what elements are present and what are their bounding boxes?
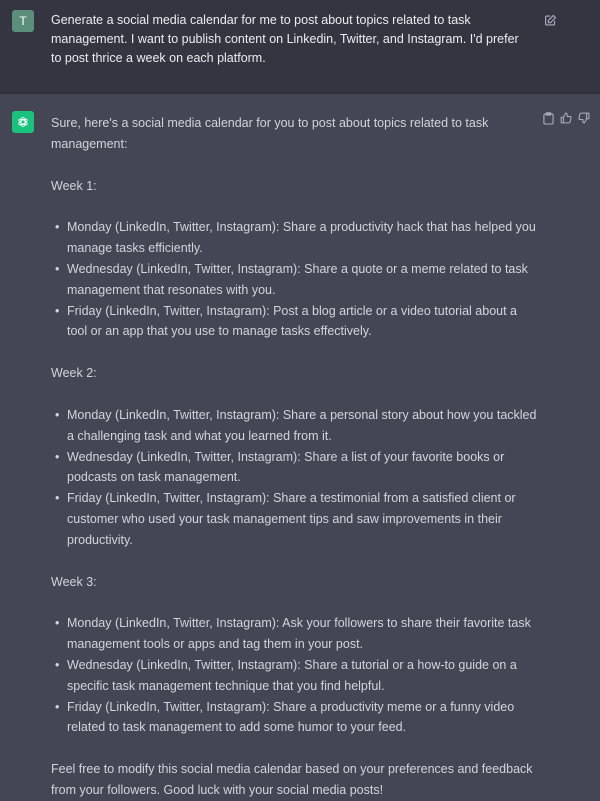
- edit-message-button[interactable]: [542, 12, 558, 28]
- list-item: • Friday (LinkedIn, Twitter, Instagram): Share a testimonial from a satisfied client or customer who used your task management tips and saw improvements in their productivity.: [55, 491, 516, 547]
- thumbs-down-icon: [578, 112, 590, 124]
- openai-logo-icon: [16, 115, 30, 129]
- week-2-title: Week 2:: [51, 366, 97, 381]
- list-item: • Monday (LinkedIn, Twitter, Instagram): Ask your followers to share their favorite task management tools or apps and tag them in your post.: [55, 616, 531, 652]
- list-item: • Wednesday (LinkedIn, Twitter, Instagram): Share a quote or a meme related to task management that resonates with you.: [55, 261, 528, 297]
- assistant-message-text: [51, 113, 539, 801]
- assistant-message-block: [0, 94, 600, 797]
- user-message-text: Generate a social media calendar for me to post about topics related to task management. I want to publish content on Linkedin, Twitter, and Instagram. I'd prefer to post thrice a week on each platform.: [51, 13, 519, 65]
- week-3-list: [51, 613, 539, 738]
- list-item: • Friday (LinkedIn, Twitter, Instagram): Post a blog article or a video tutorial about a tool or an app that you use to manage tasks effectively.: [55, 303, 517, 339]
- like-button[interactable]: [560, 111, 572, 125]
- week-1-title: Week 1:: [51, 178, 97, 193]
- thumbs-up-icon: [560, 112, 572, 124]
- message-actions: [542, 111, 590, 125]
- user-message-block: [0, 0, 600, 94]
- user-avatar: [12, 10, 34, 32]
- copy-button[interactable]: [542, 111, 554, 125]
- list-item: • Monday (LinkedIn, Twitter, Instagram): Share a personal story about how you tackled a challenging task and what you learned from it.: [55, 407, 537, 443]
- week-1-list: [51, 217, 539, 342]
- week-2-list: [51, 405, 539, 551]
- assistant-avatar: [12, 111, 34, 133]
- clipboard-icon: [543, 112, 554, 125]
- reply-intro: Sure, here's a social media calendar for you to post about topics related to task management:: [51, 116, 489, 151]
- week-3-title: Week 3:: [51, 574, 97, 589]
- list-item: • Friday (LinkedIn, Twitter, Instagram): Share a productivity meme or a funny video related to task management to add some humor to your feed.: [55, 699, 515, 735]
- list-item: • Monday (LinkedIn, Twitter, Instagram): Share a productivity hack that has helped you manage tasks efficiently.: [55, 220, 536, 256]
- user-avatar-letter: T: [19, 14, 27, 28]
- edit-icon: [544, 14, 557, 27]
- dislike-button[interactable]: [578, 111, 590, 125]
- reply-outro: Feel free to modify this social media calendar based on your preferences and feedback from your followers. Good luck with your social media posts!: [51, 762, 533, 797]
- list-item: • Wednesday (LinkedIn, Twitter, Instagram): Share a list of your favorite books or podcasts on task management.: [55, 449, 505, 485]
- list-item: • Wednesday (LinkedIn, Twitter, Instagram): Share a tutorial or a how-to guide on a specific task management technique that you find helpful.: [55, 657, 517, 693]
